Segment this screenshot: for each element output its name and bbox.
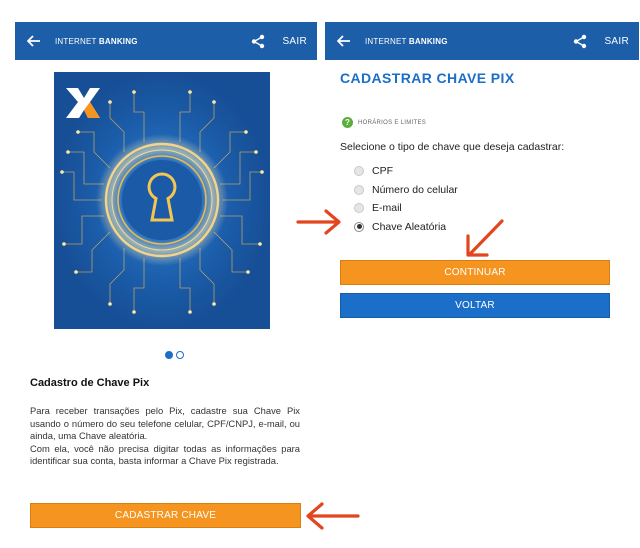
continue-button[interactable]: CONTINUAR	[340, 260, 610, 285]
option-label: E-mail	[372, 202, 402, 215]
radio-button[interactable]	[354, 203, 364, 213]
hours-limits-link[interactable]	[342, 117, 426, 128]
pix-key-illustration	[54, 72, 270, 329]
back-button[interactable]: VOLTAR	[340, 293, 610, 318]
key-type-options	[354, 162, 458, 236]
annotation-arrow-icon	[296, 208, 344, 236]
help-label: HORÁRIOS E LIMITES	[358, 119, 427, 126]
back-arrow-icon[interactable]	[329, 22, 359, 60]
share-icon[interactable]	[246, 22, 270, 60]
app-header	[15, 22, 317, 60]
option-cpf[interactable]	[354, 162, 458, 181]
option-label: Número do celular	[372, 183, 458, 196]
annotation-arrow-icon	[462, 218, 506, 260]
app-header	[325, 22, 639, 60]
radio-button[interactable]	[354, 185, 364, 195]
left-screen	[0, 0, 318, 548]
back-arrow-icon[interactable]	[19, 22, 49, 60]
app-brand: INTERNET BANKING	[55, 36, 138, 46]
description-paragraph-1: Para receber transações pelo Pix, cadastre sua Chave Pix usando o número do seu telefone celular, CPF/CNPJ, e-mail, ou ainda, uma Chave aleatória.	[30, 405, 300, 441]
option-random-key[interactable]	[354, 218, 458, 237]
radio-button[interactable]	[354, 166, 364, 176]
description-paragraph-2: Com ela, você não precisa digitar todas as informações para identificar sua conta, basta informar a Chave Pix registrada.	[30, 442, 300, 466]
register-key-button[interactable]: CADASTRAR CHAVE	[30, 503, 301, 528]
page-title: CADASTRAR CHAVE PIX	[340, 70, 515, 86]
carousel-dot-1[interactable]	[165, 351, 173, 359]
page-title: Cadastro de Chave Pix	[30, 377, 150, 389]
logout-button[interactable]: SAIR	[282, 35, 307, 47]
carousel-indicator	[165, 351, 184, 359]
carousel-dot-2[interactable]	[176, 351, 184, 359]
description	[30, 405, 300, 468]
app-brand: INTERNET BANKING	[365, 36, 448, 46]
radio-button-selected[interactable]	[354, 222, 364, 232]
option-phone[interactable]	[354, 181, 458, 200]
help-icon: ?	[342, 117, 353, 128]
option-label: Chave Aleatória	[372, 220, 447, 233]
share-icon[interactable]	[568, 22, 592, 60]
logout-button[interactable]: SAIR	[604, 35, 629, 47]
option-email[interactable]	[354, 199, 458, 218]
option-label: CPF	[372, 165, 393, 178]
key-type-prompt: Selecione o tipo de chave que deseja cadastrar:	[340, 141, 565, 153]
annotation-arrow-icon	[304, 501, 360, 531]
